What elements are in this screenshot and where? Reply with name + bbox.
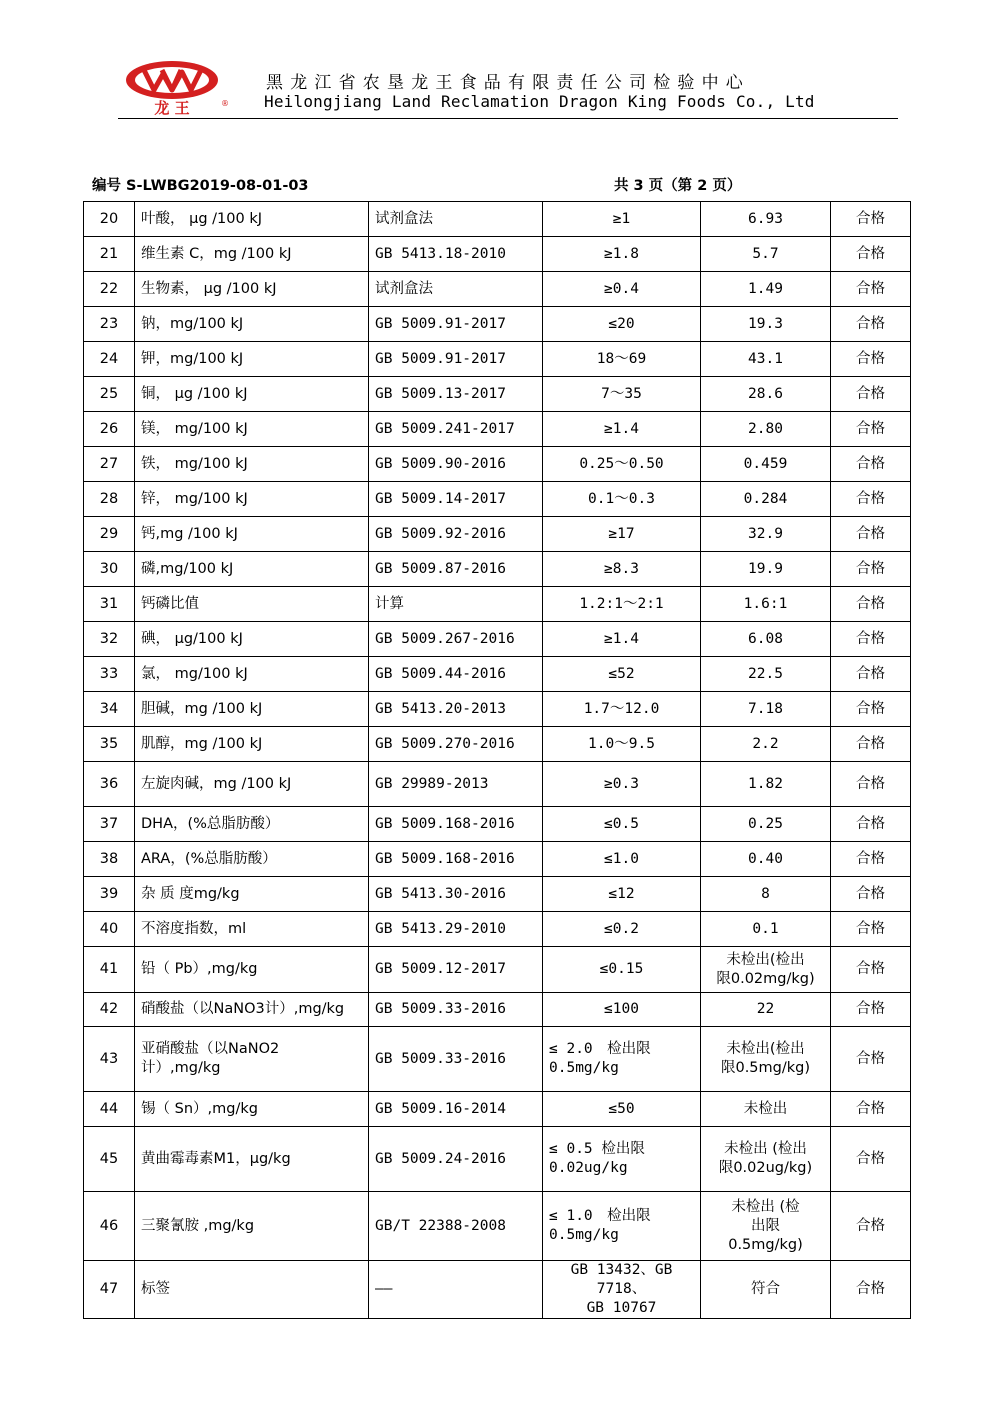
table-row xyxy=(84,587,911,622)
test-method: GB 5009.92-2016 xyxy=(369,517,543,552)
standard-requirement-line: GB 10767 xyxy=(586,1300,657,1316)
test-item-line: 亚硝酸盐（以NaNO2 xyxy=(141,1041,280,1057)
row-number: 40 xyxy=(84,912,135,947)
standard-requirement xyxy=(543,1027,701,1092)
test-method: GB 5413.29-2010 xyxy=(369,912,543,947)
table-row xyxy=(84,1192,911,1261)
judgment: 合格 xyxy=(831,692,911,727)
test-result-line: 未检出 (检 xyxy=(731,1198,800,1215)
table-row xyxy=(84,762,911,807)
row-number: 22 xyxy=(84,272,135,307)
test-result xyxy=(701,947,831,993)
test-item: 维生素 C，mg /100 kJ xyxy=(135,237,369,272)
table-row xyxy=(84,517,911,552)
standard-requirement: ≥1 xyxy=(543,202,701,237)
standard-requirement: ≤20 xyxy=(543,307,701,342)
row-number: 25 xyxy=(84,377,135,412)
test-method: —— xyxy=(369,1261,543,1319)
test-item: 铜， μg /100 kJ xyxy=(135,377,369,412)
table-row xyxy=(84,692,911,727)
test-method: 试剂盒法 xyxy=(369,272,543,307)
standard-requirement: ≤0.5 xyxy=(543,807,701,842)
test-result xyxy=(701,1192,831,1261)
row-number: 46 xyxy=(84,1192,135,1261)
header-divider xyxy=(118,118,898,119)
test-item: 钾，mg/100 kJ xyxy=(135,342,369,377)
test-result: 22 xyxy=(701,993,831,1027)
table-row xyxy=(84,1027,911,1092)
table-row xyxy=(84,912,911,947)
test-result: 2.2 xyxy=(701,727,831,762)
test-result-line: 限0.02mg/kg) xyxy=(716,970,815,987)
row-number: 37 xyxy=(84,807,135,842)
table-row xyxy=(84,877,911,912)
row-number: 23 xyxy=(84,307,135,342)
document-number: 编号 S-LWBG2019-08-01-03 xyxy=(92,178,309,194)
test-result-line: 未检出 (检出 xyxy=(724,1141,807,1157)
judgment: 合格 xyxy=(831,912,911,947)
table-row xyxy=(84,1261,911,1319)
table-row xyxy=(84,307,911,342)
test-result: 0.25 xyxy=(701,807,831,842)
standard-requirement: ≥0.3 xyxy=(543,762,701,807)
table-row xyxy=(84,807,911,842)
standard-requirement: ≥1.4 xyxy=(543,622,701,657)
test-result: 19.3 xyxy=(701,307,831,342)
test-result: 1.49 xyxy=(701,272,831,307)
row-number: 33 xyxy=(84,657,135,692)
company-logo xyxy=(122,58,230,116)
table-row xyxy=(84,412,911,447)
test-method: GB 5009.24-2016 xyxy=(369,1127,543,1192)
test-item: 生物素， μg /100 kJ xyxy=(135,272,369,307)
test-item: DHA，(%总脂肪酸） xyxy=(135,807,369,842)
row-number: 24 xyxy=(84,342,135,377)
test-result-line: 0.5mg/kg) xyxy=(728,1236,803,1253)
standard-requirement: ≤0.2 xyxy=(543,912,701,947)
test-method: GB/T 22388-2008 xyxy=(369,1192,543,1261)
standard-requirement: ≥17 xyxy=(543,517,701,552)
standard-requirement: 7～35 xyxy=(543,377,701,412)
test-method: GB 5009.12-2017 xyxy=(369,947,543,993)
test-result: 22.5 xyxy=(701,657,831,692)
row-number: 31 xyxy=(84,587,135,622)
test-result: 1.82 xyxy=(701,762,831,807)
table-row xyxy=(84,447,911,482)
test-result: 未检出 xyxy=(701,1092,831,1127)
test-item: 标签 xyxy=(135,1261,369,1319)
table-row xyxy=(84,1127,911,1192)
judgment: 合格 xyxy=(831,1092,911,1127)
test-item: 磷,mg/100 kJ xyxy=(135,552,369,587)
judgment: 合格 xyxy=(831,377,911,412)
standard-requirement: 0.25～0.50 xyxy=(543,447,701,482)
test-method: GB 5009.33-2016 xyxy=(369,993,543,1027)
test-result: 2.80 xyxy=(701,412,831,447)
table-row xyxy=(84,272,911,307)
test-method: GB 5009.87-2016 xyxy=(369,552,543,587)
test-method: GB 29989-2013 xyxy=(369,762,543,807)
table-row xyxy=(84,657,911,692)
company-name-en: Heilongjiang Land Reclamation Dragon King Foods Co., Ltd xyxy=(264,92,815,111)
judgment: 合格 xyxy=(831,272,911,307)
judgment: 合格 xyxy=(831,1127,911,1192)
test-item: 肌醇，mg /100 kJ xyxy=(135,727,369,762)
judgment: 合格 xyxy=(831,517,911,552)
row-number: 44 xyxy=(84,1092,135,1127)
row-number: 32 xyxy=(84,622,135,657)
judgment: 合格 xyxy=(831,842,911,877)
logo-text: 龙 王 xyxy=(154,99,190,116)
judgment: 合格 xyxy=(831,947,911,993)
test-method: GB 5009.16-2014 xyxy=(369,1092,543,1127)
test-method: GB 5009.91-2017 xyxy=(369,342,543,377)
standard-requirement: 1.0～9.5 xyxy=(543,727,701,762)
judgment: 合格 xyxy=(831,342,911,377)
judgment: 合格 xyxy=(831,202,911,237)
test-item: 杂 质 度mg/kg xyxy=(135,877,369,912)
test-result: 1.6:1 xyxy=(701,587,831,622)
row-number: 47 xyxy=(84,1261,135,1319)
standard-requirement: ≤1.0 xyxy=(543,842,701,877)
test-method: GB 5009.270-2016 xyxy=(369,727,543,762)
standard-requirement xyxy=(543,1261,701,1319)
test-method: GB 5009.267-2016 xyxy=(369,622,543,657)
standard-requirement: ≥1.4 xyxy=(543,412,701,447)
test-result-line: 未检出(检出 xyxy=(726,1041,805,1057)
row-number: 29 xyxy=(84,517,135,552)
test-method: GB 5009.168-2016 xyxy=(369,807,543,842)
test-results-table xyxy=(83,201,911,1319)
judgment: 合格 xyxy=(831,1027,911,1092)
standard-requirement-line: ≤ 2.0 检出限 xyxy=(549,1041,651,1057)
test-item: ARA，(%总脂肪酸） xyxy=(135,842,369,877)
judgment: 合格 xyxy=(831,727,911,762)
page-indicator: 共 3 页（第 2 页） xyxy=(614,178,742,194)
standard-requirement: 18～69 xyxy=(543,342,701,377)
dragon-king-logo-icon xyxy=(122,58,230,116)
test-method: GB 5009.33-2016 xyxy=(369,1027,543,1092)
judgment: 合格 xyxy=(831,307,911,342)
test-method: GB 5009.13-2017 xyxy=(369,377,543,412)
standard-requirement: ≤100 xyxy=(543,993,701,1027)
test-item: 铁， mg/100 kJ xyxy=(135,447,369,482)
test-result xyxy=(701,1127,831,1192)
row-number: 43 xyxy=(84,1027,135,1092)
test-result-line: 限0.02ug/kg) xyxy=(718,1160,813,1176)
table-row xyxy=(84,1092,911,1127)
row-number: 28 xyxy=(84,482,135,517)
test-result: 5.7 xyxy=(701,237,831,272)
standard-requirement-line: 0.02ug/kg xyxy=(549,1160,628,1176)
test-item: 胆碱，mg /100 kJ xyxy=(135,692,369,727)
test-item: 碘， μg/100 kJ xyxy=(135,622,369,657)
test-item: 锡（ Sn）,mg/kg xyxy=(135,1092,369,1127)
standard-requirement: ≥0.4 xyxy=(543,272,701,307)
registered-mark: ® xyxy=(221,99,229,108)
test-result: 0.1 xyxy=(701,912,831,947)
test-item: 钙磷比值 xyxy=(135,587,369,622)
table-row xyxy=(84,552,911,587)
judgment: 合格 xyxy=(831,552,911,587)
report-header xyxy=(118,52,898,118)
standard-requirement: ≤12 xyxy=(543,877,701,912)
test-item: 钙,mg /100 kJ xyxy=(135,517,369,552)
test-result: 符合 xyxy=(701,1261,831,1319)
standard-requirement xyxy=(543,1192,701,1261)
test-method: GB 5413.18-2010 xyxy=(369,237,543,272)
table-row xyxy=(84,993,911,1027)
row-number: 39 xyxy=(84,877,135,912)
judgment: 合格 xyxy=(831,993,911,1027)
row-number: 35 xyxy=(84,727,135,762)
test-method: GB 5009.44-2016 xyxy=(369,657,543,692)
test-item xyxy=(135,1027,369,1092)
standard-requirement: ≥1.8 xyxy=(543,237,701,272)
test-item: 锌， mg/100 kJ xyxy=(135,482,369,517)
standard-requirement: 0.1～0.3 xyxy=(543,482,701,517)
judgment: 合格 xyxy=(831,412,911,447)
standard-requirement xyxy=(543,1127,701,1192)
judgment: 合格 xyxy=(831,657,911,692)
test-result xyxy=(701,1027,831,1092)
judgment: 合格 xyxy=(831,1192,911,1261)
table-row xyxy=(84,842,911,877)
test-method: GB 5009.14-2017 xyxy=(369,482,543,517)
test-item: 氯， mg/100 kJ xyxy=(135,657,369,692)
test-result: 28.6 xyxy=(701,377,831,412)
test-item: 硝酸盐（以NaNO3计）,mg/kg xyxy=(135,993,369,1027)
judgment: 合格 xyxy=(831,587,911,622)
test-result-line: 出限 xyxy=(751,1217,780,1234)
test-item-line: 计）,mg/kg xyxy=(141,1060,221,1076)
row-number: 21 xyxy=(84,237,135,272)
row-number: 41 xyxy=(84,947,135,993)
test-method: GB 5009.241-2017 xyxy=(369,412,543,447)
test-item: 叶酸， μg /100 kJ xyxy=(135,202,369,237)
table-row xyxy=(84,622,911,657)
row-number: 34 xyxy=(84,692,135,727)
standard-requirement-line: GB 13432、GB 7718、 xyxy=(570,1262,673,1297)
judgment: 合格 xyxy=(831,622,911,657)
test-item: 不溶度指数，ml xyxy=(135,912,369,947)
row-number: 20 xyxy=(84,202,135,237)
row-number: 42 xyxy=(84,993,135,1027)
row-number: 27 xyxy=(84,447,135,482)
standard-requirement-line: ≤ 1.0 检出限 xyxy=(549,1208,651,1224)
test-result: 32.9 xyxy=(701,517,831,552)
row-number: 26 xyxy=(84,412,135,447)
test-item: 黄曲霉毒素M1，μg/kg xyxy=(135,1127,369,1192)
standard-requirement: 1.7～12.0 xyxy=(543,692,701,727)
test-method: GB 5009.90-2016 xyxy=(369,447,543,482)
test-item: 三聚氰胺 ,mg/kg xyxy=(135,1192,369,1261)
row-number: 30 xyxy=(84,552,135,587)
test-item: 镁， mg/100 kJ xyxy=(135,412,369,447)
table-row xyxy=(84,237,911,272)
test-result: 6.08 xyxy=(701,622,831,657)
row-number: 38 xyxy=(84,842,135,877)
judgment: 合格 xyxy=(831,1261,911,1319)
test-method: GB 5413.20-2013 xyxy=(369,692,543,727)
test-result: 43.1 xyxy=(701,342,831,377)
test-result-line: 未检出(检出 xyxy=(726,951,805,968)
table-row xyxy=(84,342,911,377)
table-row xyxy=(84,727,911,762)
test-method: 试剂盒法 xyxy=(369,202,543,237)
standard-requirement: ≥8.3 xyxy=(543,552,701,587)
test-method: GB 5009.91-2017 xyxy=(369,307,543,342)
judgment: 合格 xyxy=(831,762,911,807)
judgment: 合格 xyxy=(831,237,911,272)
test-result: 0.40 xyxy=(701,842,831,877)
row-number: 36 xyxy=(84,762,135,807)
test-item: 左旋肉碱，mg /100 kJ xyxy=(135,762,369,807)
test-method: 计算 xyxy=(369,587,543,622)
test-result: 0.459 xyxy=(701,447,831,482)
standard-requirement-line: 0.5mg/kg xyxy=(549,1060,619,1076)
table-row xyxy=(84,202,911,237)
table-row xyxy=(84,947,911,993)
judgment: 合格 xyxy=(831,877,911,912)
judgment: 合格 xyxy=(831,447,911,482)
standard-requirement: ≤0.15 xyxy=(543,947,701,993)
company-name-cn: 黑龙江省农垦龙王食品有限责任公司检验中心 xyxy=(266,73,750,93)
judgment: 合格 xyxy=(831,482,911,517)
standard-requirement: ≤50 xyxy=(543,1092,701,1127)
test-result: 7.18 xyxy=(701,692,831,727)
test-result-line: 限0.5mg/kg) xyxy=(720,1060,811,1076)
standard-requirement: ≤52 xyxy=(543,657,701,692)
test-method: GB 5413.30-2016 xyxy=(369,877,543,912)
table-row xyxy=(84,482,911,517)
standard-requirement-line: ≤ 0.5 检出限 xyxy=(549,1141,645,1157)
test-result: 0.284 xyxy=(701,482,831,517)
test-item: 钠，mg/100 kJ xyxy=(135,307,369,342)
test-item: 铅（ Pb）,mg/kg xyxy=(135,947,369,993)
test-result: 19.9 xyxy=(701,552,831,587)
row-number: 45 xyxy=(84,1127,135,1192)
standard-requirement: 1.2:1～2:1 xyxy=(543,587,701,622)
judgment: 合格 xyxy=(831,807,911,842)
test-method: GB 5009.168-2016 xyxy=(369,842,543,877)
standard-requirement-line: 0.5mg/kg xyxy=(549,1227,619,1243)
test-result: 6.93 xyxy=(701,202,831,237)
table-row xyxy=(84,377,911,412)
test-result: 8 xyxy=(701,877,831,912)
